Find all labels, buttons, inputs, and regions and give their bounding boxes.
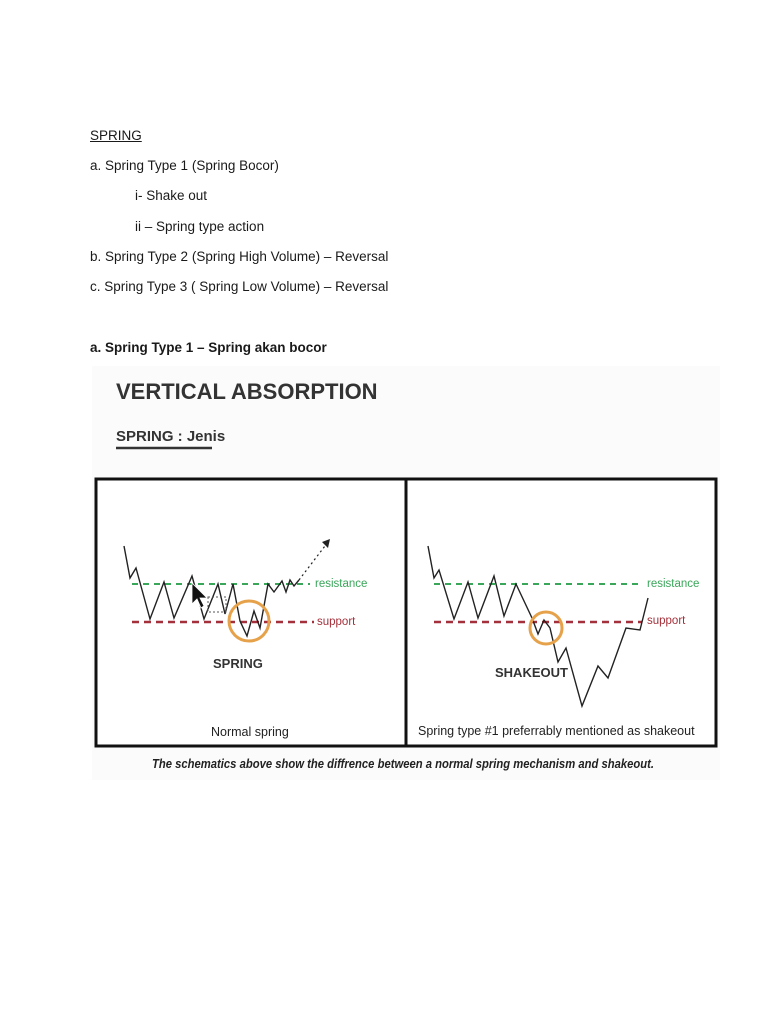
right-panel-caption: Spring type #1 preferrably mentioned as shakeout bbox=[418, 724, 695, 738]
section-heading: a. Spring Type 1 – Spring akan bocor bbox=[90, 340, 327, 355]
figure-subtitle: SPRING : Jenis bbox=[116, 428, 226, 445]
outline-item-spring-type-2: b. Spring Type 2 (Spring High Volume) – Reversal bbox=[90, 249, 389, 264]
left-support-label: support bbox=[317, 616, 356, 628]
right-support-label: support bbox=[647, 615, 686, 627]
outline-heading: SPRING bbox=[90, 128, 142, 143]
vertical-absorption-figure bbox=[92, 366, 720, 780]
outline-subitem-spring-type-action: ii – Spring type action bbox=[135, 219, 265, 234]
outline-item-spring-type-3: c. Spring Type 3 ( Spring Low Volume) – Reversal bbox=[90, 279, 389, 294]
left-resistance-label: resistance bbox=[315, 578, 368, 590]
figure-title: VERTICAL ABSORPTION bbox=[116, 379, 378, 404]
right-resistance-label: resistance bbox=[647, 578, 700, 590]
figure-footnote: The schematics above show the diffrence between a normal spring mechanism and shakeout. bbox=[152, 756, 654, 771]
right-pattern-label: SHAKEOUT bbox=[495, 665, 568, 680]
outline-subitem-shake-out: i- Shake out bbox=[135, 188, 208, 203]
outline-item-spring-type-1: a. Spring Type 1 (Spring Bocor) bbox=[90, 158, 279, 173]
left-panel-caption: Normal spring bbox=[211, 725, 289, 739]
left-pattern-label: SPRING bbox=[213, 656, 263, 671]
